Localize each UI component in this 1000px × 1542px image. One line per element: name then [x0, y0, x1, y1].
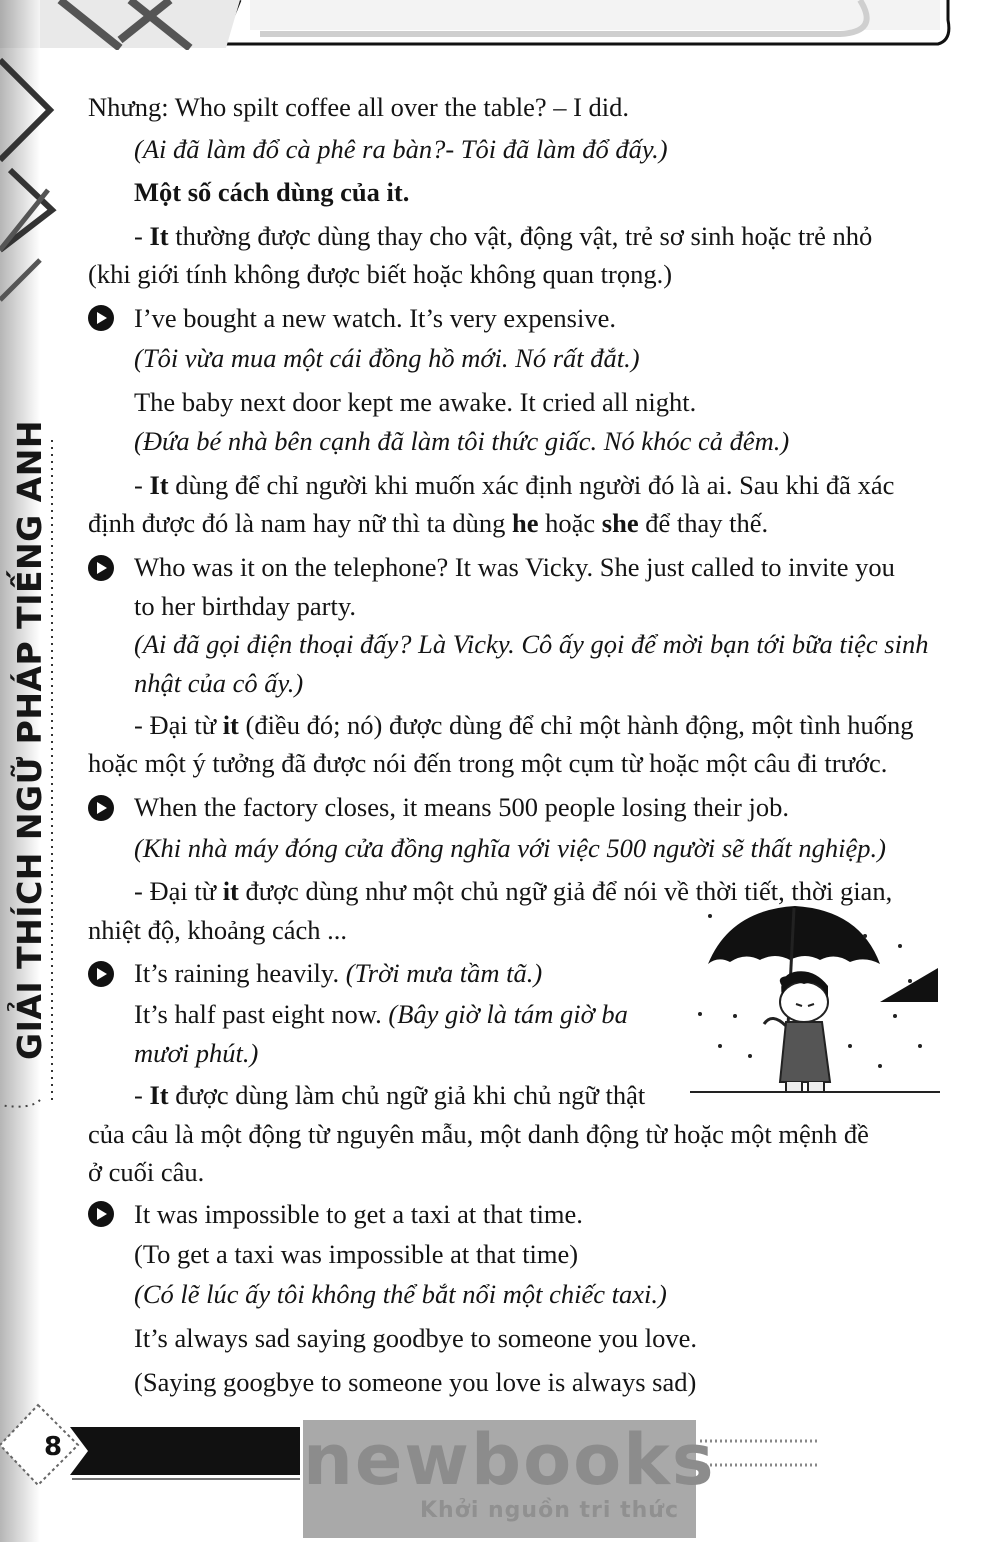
translation-line: nhật của cô ấy.) — [134, 668, 304, 698]
text-line: - Đại từ it (điều đó; nó) được dùng để chỉ một hành động, một tình huống — [134, 710, 914, 740]
play-bullet-icon — [88, 1201, 114, 1227]
translation-line: (Ai đã gọi điện thoại đấy? Là Vicky. Cô ấy gọi để mời bạn tới bữa tiệc sinh — [134, 629, 929, 659]
play-bullet-icon — [88, 961, 114, 987]
text-line: - It dùng để chỉ người khi muốn xác định người đó là ai. Sau khi đã xác — [134, 470, 895, 500]
watermark-logo: newbooks — [303, 1419, 716, 1501]
play-bullet-icon — [88, 305, 114, 331]
side-title: GIẢI THÍCH NGỮ PHÁP TIẾNG ANH — [10, 420, 49, 1060]
example-line: It’s half past eight now. (Bây giờ là tám giờ ba — [134, 999, 628, 1029]
text-line: - Đại từ it được dùng như một chủ ngữ giả để nói về thời tiết, thời gian, — [134, 876, 893, 906]
text-line: - It được dùng làm chủ ngữ giả khi chủ ngữ thật — [134, 1080, 646, 1110]
example-line: It’s raining heavily. (Trời mưa tầm tã.) — [134, 958, 543, 988]
watermark-slogan: Khởi nguồn tri thức — [420, 1498, 679, 1523]
text-line: Nhưng: Who spilt coffee all over the table? – I did. — [88, 92, 630, 122]
page-number: 8 — [43, 1432, 63, 1462]
translation-line: mươi phút.) — [134, 1038, 259, 1068]
translation-line: (Đứa bé nhà bên cạnh đã làm tôi thức giấc. Nó khóc cả đêm.) — [134, 426, 790, 456]
translation-line: (Tôi vừa mua một cái đồng hồ mới. Nó rất đắt.) — [134, 343, 640, 373]
play-bullet-icon — [88, 795, 114, 821]
example-line: The baby next door kept me awake. It cried all night. — [134, 387, 697, 417]
translation-line: (Khi nhà máy đóng cửa đồng nghĩa với việc 500 người sẽ thất nghiệp.) — [134, 833, 886, 863]
text-line: - It thường được dùng thay cho vật, động vật, trẻ sơ sinh hoặc trẻ nhỏ — [134, 221, 873, 251]
example-line: (Saying googbye to someone you love is always sad) — [134, 1367, 697, 1397]
section-heading: Một số cách dùng của it. — [134, 177, 410, 207]
text-line: ở cuối câu. — [88, 1157, 205, 1187]
example-line: to her birthday party. — [134, 591, 356, 621]
header-decoration — [0, 0, 1000, 50]
play-bullet-icon — [88, 555, 114, 581]
text-line: nhiệt độ, khoảng cách ... — [88, 915, 348, 945]
example-line: (To get a taxi was impossible at that time) — [134, 1239, 579, 1269]
text-line: (Ai đã làm đổ cà phê ra bàn?- Tôi đã làm đổ đấy.) — [134, 134, 668, 164]
example-line: I’ve bought a new watch. It’s very expensive. — [134, 303, 616, 333]
umbrella-rain-illustration — [690, 906, 950, 1101]
translation-line: (Có lẽ lúc ấy tôi không thể bắt nổi một chiếc taxi.) — [134, 1279, 667, 1309]
example-line: It was impossible to get a taxi at that time. — [134, 1199, 583, 1229]
example-line: When the factory closes, it means 500 people losing their job. — [134, 792, 789, 822]
text-line: (khi giới tính không được biết hoặc không quan trọng.) — [88, 259, 673, 289]
text-line: định được đó là nam hay nữ thì ta dùng he hoặc she để thay thế. — [88, 508, 769, 538]
text-line: hoặc một ý tưởng đã được nói đến trong một cụm từ hoặc một câu đi trước. — [88, 748, 888, 778]
example-line: Who was it on the telephone? It was Vicky. She just called to invite you — [134, 552, 895, 582]
example-line: It’s always sad saying goodbye to someone you love. — [134, 1323, 698, 1353]
text-line: của câu là một động từ nguyên mẫu, một danh động từ hoặc một mệnh đề — [88, 1119, 869, 1149]
